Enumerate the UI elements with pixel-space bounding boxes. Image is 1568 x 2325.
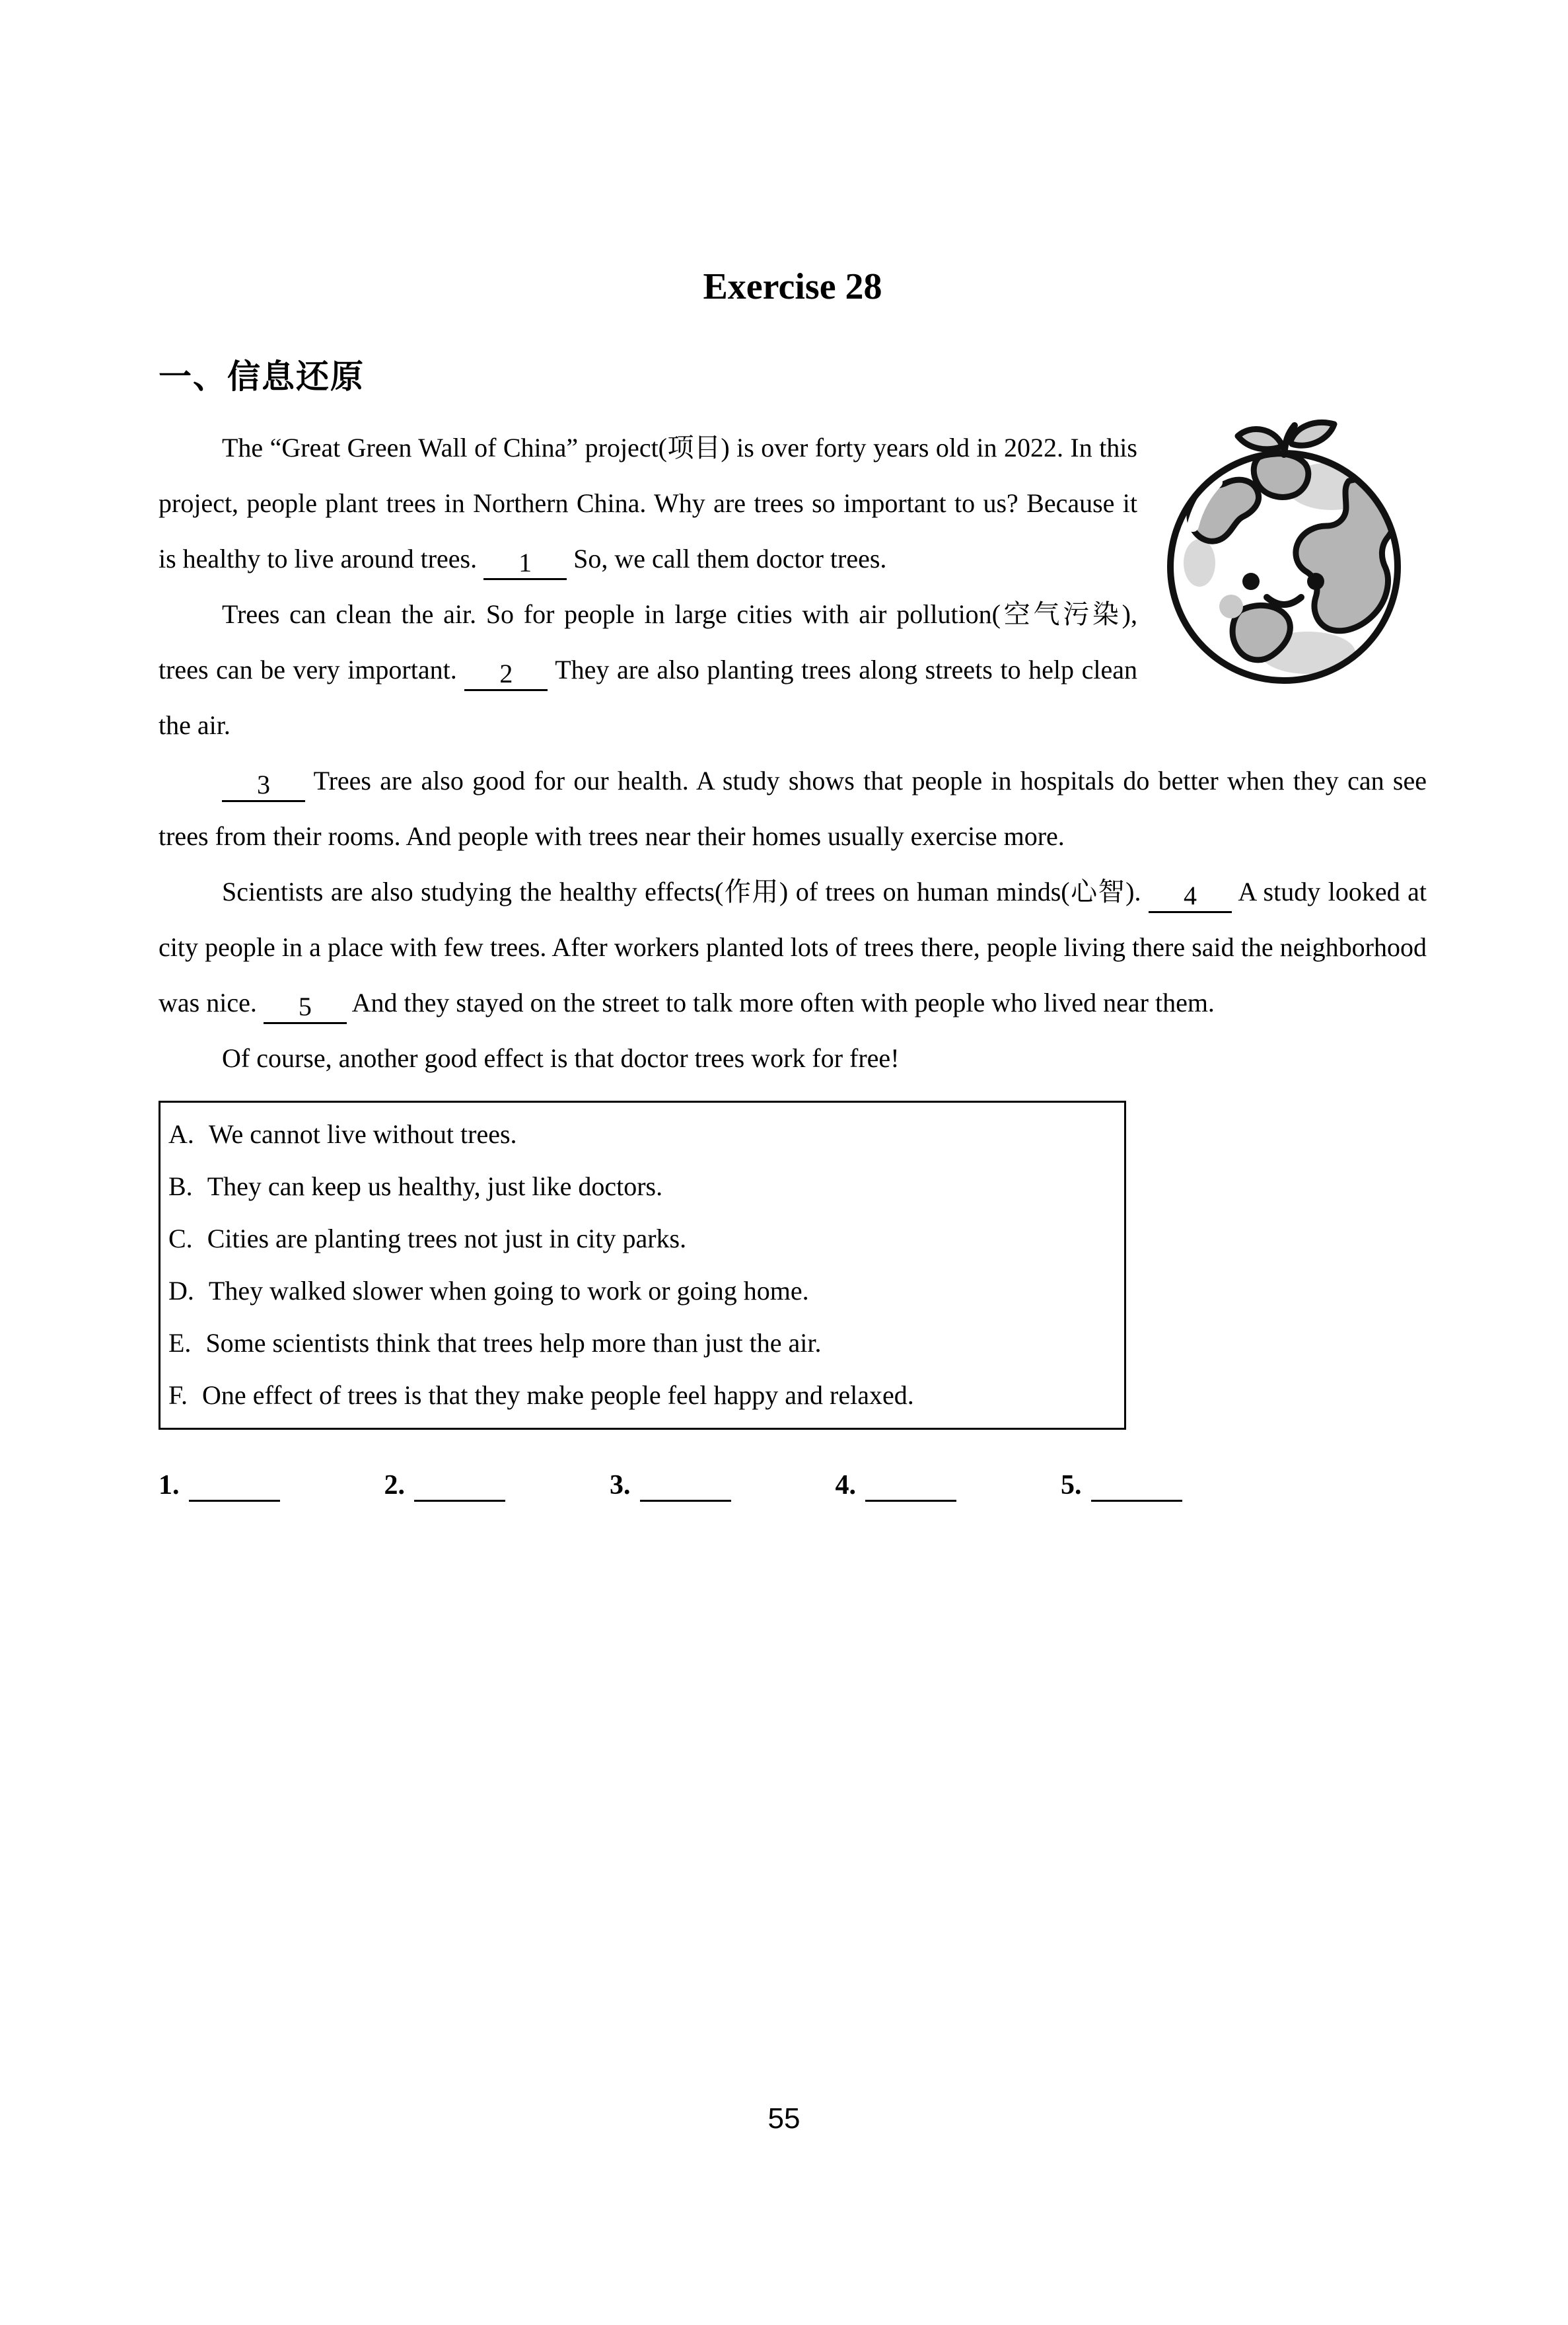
passage-text: They are also planting trees along streets to help clean the air. (159, 655, 1137, 741)
numbered-blank[interactable]: 5 (264, 992, 347, 1024)
answer-number: 5. (1061, 1470, 1082, 1501)
passage-paragraph (159, 864, 1427, 1031)
answer-item (610, 1469, 731, 1502)
option-item (168, 1160, 1115, 1212)
option-item (168, 1212, 1115, 1265)
answer-item (836, 1469, 957, 1502)
numbered-blank[interactable]: 2 (464, 659, 548, 691)
passage-text: Of course, another good effect is that doctor trees work for free! (222, 1043, 900, 1074)
passage-paragraph (159, 1031, 1427, 1086)
page-number: 55 (767, 2102, 801, 2135)
option-text: They can keep us healthy, just like doctors. (207, 1171, 663, 1202)
option-letter: A. (168, 1119, 194, 1150)
answer-blank[interactable] (865, 1471, 956, 1502)
answer-item (159, 1469, 280, 1502)
option-text: Some scientists think that trees help more than just the air. (205, 1328, 822, 1358)
answer-row (159, 1469, 1427, 1502)
option-letter: C. (168, 1224, 193, 1254)
option-letter: F. (168, 1380, 188, 1411)
section-heading: 一、信息还原 (159, 358, 365, 396)
answer-number: 1. (159, 1470, 180, 1501)
smiling-earth-icon (1147, 415, 1427, 688)
numbered-blank[interactable]: 3 (222, 770, 305, 802)
option-item (168, 1108, 1115, 1160)
answer-number: 2. (384, 1470, 405, 1501)
option-letter: B. (168, 1171, 193, 1202)
answer-blank[interactable] (189, 1471, 280, 1502)
answer-number: 3. (610, 1470, 631, 1501)
passage-text: And they stayed on the street to talk more often with people who lived near them. (346, 988, 1215, 1018)
passage-text: The “Great Green Wall of China” project(项目) is over forty years old in 2022. In this project, people plant trees in Northern China. Why are trees so important to us? Because it is healthy to live around trees. (159, 433, 1137, 574)
option-letter: E. (168, 1328, 192, 1358)
answer-item (384, 1469, 506, 1502)
numbered-blank[interactable]: 4 (1149, 881, 1232, 913)
option-text: They walked slower when going to work or going home. (208, 1276, 809, 1306)
option-text: We cannot live without trees. (208, 1119, 517, 1150)
passage-text: Trees are also good for our health. A study shows that people in hospitals do better when they can see trees from their rooms. And people with trees near their homes usually exercise more. (159, 766, 1427, 852)
passage-text: A study looked at city people in a place with few trees. After workers planted lots of trees there, people living there said the neighborhood was nice. (159, 877, 1427, 1018)
option-text: One effect of trees is that they make people feel happy and relaxed. (202, 1380, 914, 1411)
earth-illustration (1147, 415, 1427, 688)
answer-blank[interactable] (414, 1471, 505, 1502)
exercise-title: Exercise 28 (703, 266, 882, 307)
options-box (159, 1101, 1126, 1430)
option-text: Cities are planting trees not just in city parks. (207, 1224, 687, 1254)
option-letter: D. (168, 1276, 194, 1306)
passage-text: Scientists are also studying the healthy effects(作用) of trees on human minds(心智). (222, 877, 1149, 907)
reading-passage (159, 420, 1427, 1086)
passage-paragraph (159, 753, 1427, 864)
option-item (168, 1317, 1115, 1369)
answer-item (1061, 1469, 1182, 1502)
answer-blank[interactable] (1091, 1471, 1182, 1502)
numbered-blank[interactable]: 1 (483, 548, 567, 580)
option-item (168, 1265, 1115, 1317)
passage-text: So, we call them doctor trees. (567, 544, 887, 574)
answer-blank[interactable] (640, 1471, 731, 1502)
option-item (168, 1369, 1115, 1421)
passage-text: Trees can clean the air. So for people in large cities with air pollution(空气污染), trees can be very important. (159, 599, 1137, 685)
answer-number: 4. (835, 1470, 856, 1501)
